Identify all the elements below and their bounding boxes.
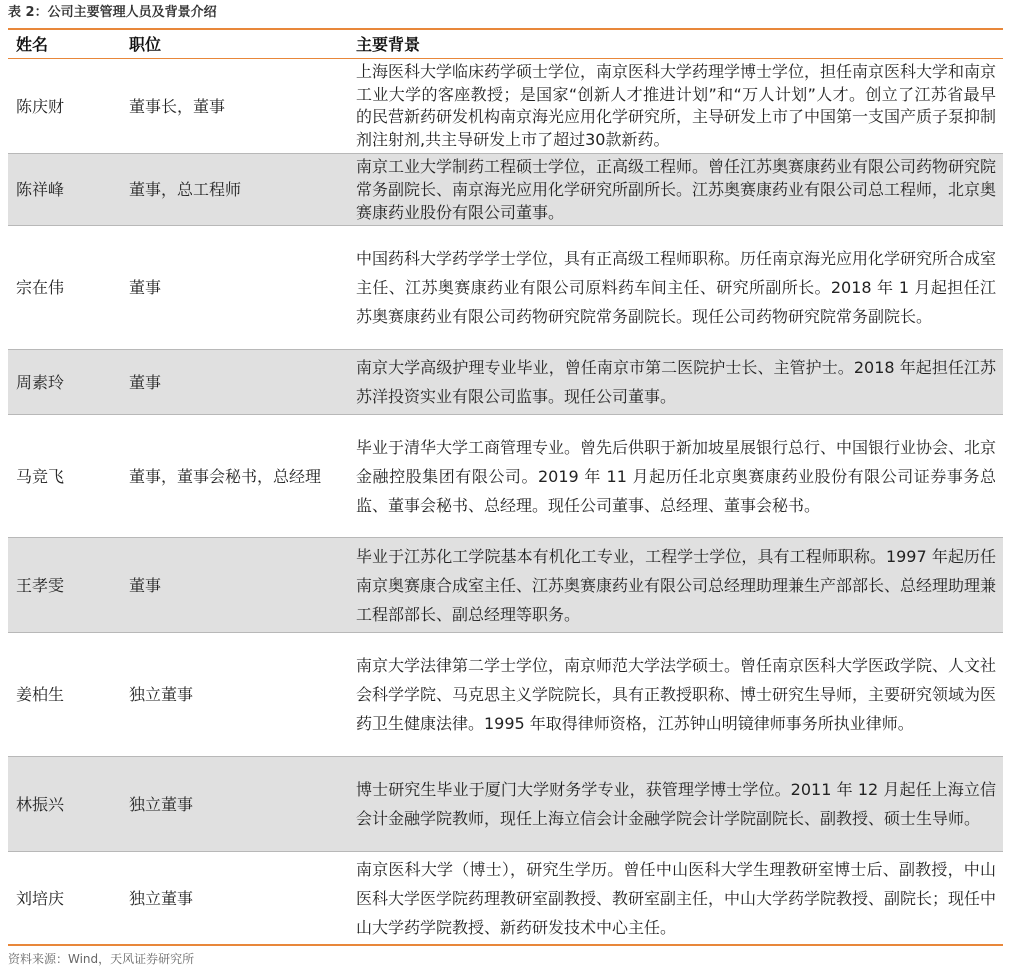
table-header	[8, 31, 1003, 58]
bottom-rule	[8, 944, 1003, 946]
header-background: 主要背景	[356, 35, 421, 54]
row-position: 董事	[129, 278, 162, 297]
table-row	[8, 852, 1003, 944]
row-background: 南京大学高级护理专业毕业，曾任南京市第二医院护士长、主管护士。2018 年起担任江苏苏洋投资实业有限公司监事。现任公司董事。	[356, 358, 996, 406]
table-row	[8, 226, 1003, 350]
row-position: 独立董事	[129, 794, 194, 814]
row-name: 姜柏生	[16, 685, 65, 704]
row-position: 独立董事	[129, 888, 194, 908]
table-row	[8, 154, 1003, 226]
row-name: 陈祥峰	[16, 180, 65, 199]
table-caption: 表 2：公司主要管理人员及背景介绍	[8, 5, 217, 20]
table-row	[8, 538, 1003, 633]
header-position: 职位	[129, 35, 162, 54]
header-name: 姓名	[16, 35, 49, 54]
row-background: 南京大学法律第二学士学位，南京师范大学法学硕士。曾任南京医科大学医政学院、人文社会科学学院、马克思主义学院院长，具有正教授职称、博士研究生导师，主要研究领域为医药卫生健康法律。1995 年取得律师资格，江苏钟山明镜律师事务所执业律师。	[356, 656, 997, 733]
table-row	[8, 633, 1003, 757]
source-note: 资料来源：Wind，天风证券研究所	[8, 952, 195, 966]
row-background: 毕业于清华大学工商管理专业。曾先后供职于新加坡星展银行总行、中国银行业协会、北京金融控股集团有限公司。2019 年 11 月起历任北京奥赛康药业股份有限公司证券事务总监、董事会秘书、总经理。现任公司董事、总经理、董事会秘书。	[356, 437, 997, 515]
row-name: 王孝雯	[16, 575, 65, 595]
table-row	[8, 757, 1003, 852]
row-position: 独立董事	[129, 685, 194, 704]
row-background: 毕业于江苏化工学院基本有机化工专业，工程学士学位，具有工程师职称。1997 年起历任南京奥赛康合成室主任、江苏奥赛康药业有限公司总经理助理兼生产部部长、总经理助理兼工程部部长、副总经理等职务。	[356, 546, 997, 624]
row-name: 马竞飞	[16, 466, 65, 486]
row-name: 宗在伟	[16, 278, 65, 297]
row-position: 董事长，董事	[129, 96, 226, 116]
row-position: 董事	[129, 372, 162, 392]
row-position: 董事	[129, 575, 162, 595]
row-background: 中国药科大学药学学士学位，具有正高级工程师职称。历任南京海光应用化学研究所合成室主任、江苏奥赛康药业有限公司原料药车间主任、研究所副所长。2018 年 1 月起担任江苏奥赛康药业有限公司药物研究院常务副院长。现任公司药物研究院常务副院长。	[356, 249, 997, 326]
top-rule	[8, 28, 1003, 30]
table-row	[8, 350, 1003, 415]
table-row	[8, 59, 1003, 154]
row-name: 陈庆财	[16, 96, 65, 116]
row-background: 博士研究生毕业于厦门大学财务学专业，获管理学博士学位。2011 年 12 月起任上海立信会计金融学院教师，现任上海立信会计金融学院会计学院副院长、副教授、硕士生导师。	[356, 780, 996, 828]
row-background: 南京医科大学（博士），研究生学历。曾任中山医科大学生理教研室博士后、副教授，中山医科大学医学院药理教研室副教授、教研室副主任，中山大学药学院教授、副院长；现任中山大学药学院教授、新药研发技术中心主任。	[356, 859, 997, 937]
row-name: 林振兴	[16, 794, 65, 814]
row-background: 南京工业大学制药工程硕士学位，正高级工程师。曾任江苏奥赛康药业有限公司药物研究院常务副院长、南京海光应用化学研究所副所长。江苏奥赛康药业有限公司总工程师，北京奥赛康药业股份有限公司董事。	[356, 157, 997, 222]
table-row	[8, 415, 1003, 538]
row-position: 董事，董事会秘书，总经理	[129, 466, 322, 486]
row-name: 刘培庆	[16, 888, 65, 908]
row-background: 上海医科大学临床药学硕士学位，南京医科大学药理学博士学位，担任南京医科大学和南京工业大学的客座教授；是国家“创新人才推进计划”和“万人计划”人才。创立了江苏省最早的民营新药研发机构南京海光应用化学研究所，主导研发上市了中国第一支国产质子泵抑制剂注射剂,共主导研发上市了超过30款新药。	[356, 62, 997, 149]
row-name: 周素玲	[16, 372, 65, 392]
row-position: 董事，总工程师	[129, 180, 242, 199]
